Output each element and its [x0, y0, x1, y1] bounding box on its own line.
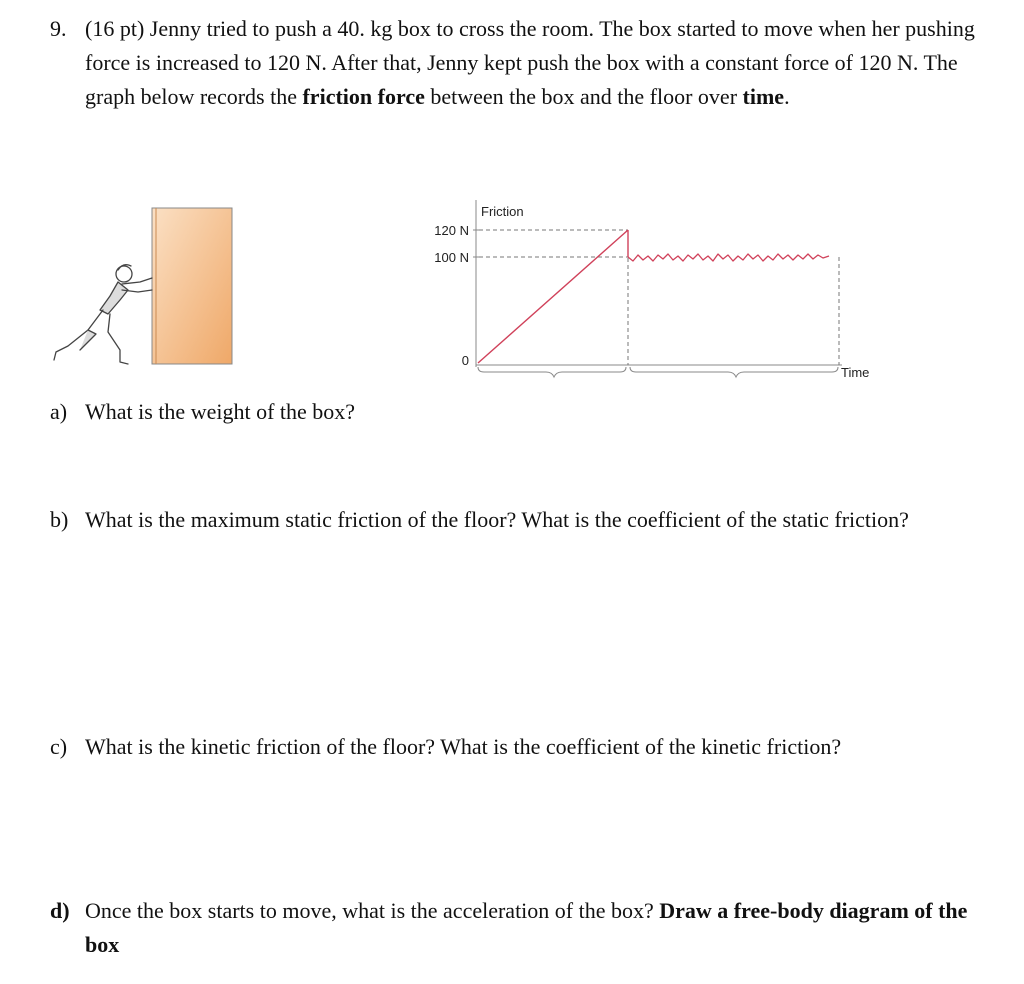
box-shape	[152, 208, 232, 364]
part-d	[50, 894, 980, 962]
part-a-text: What is the weight of the box?	[85, 399, 356, 424]
question-number: 9.	[50, 16, 67, 41]
part-c	[50, 730, 980, 764]
tick-label-0: 0	[461, 353, 469, 368]
part-b-label: b)	[50, 507, 69, 532]
part-a-label: a)	[50, 399, 68, 424]
part-d-label: d)	[50, 898, 70, 923]
stem-bold-time: time	[742, 84, 785, 109]
part-c-text: What is the kinetic friction of the floor? What is the coefficient of the kinetic friction?	[85, 734, 842, 759]
brace-static	[478, 367, 626, 377]
part-d-body	[85, 894, 980, 962]
stem-text-3: .	[784, 84, 790, 109]
part-b	[50, 503, 980, 537]
stem-text-1: Jenny tried to push a 40. kg box to cross the room. The box started to move when her pushing force is increased to 120 N. After that, Jenny kept push the box with a constant force of 120 N. The graph below records the	[85, 16, 975, 109]
stem-text-2: between the box and the floor over	[424, 84, 743, 109]
tick-label-100: 100 N	[434, 250, 469, 265]
question-points: (16 pt)	[85, 16, 145, 41]
question-9	[50, 12, 1005, 114]
part-c-label: c)	[50, 734, 68, 759]
kinetic-friction-line	[628, 254, 829, 261]
friction-time-graph	[420, 195, 870, 385]
pushing-illustration	[48, 200, 248, 370]
axis-label-friction: Friction	[481, 204, 524, 219]
person-figure	[54, 265, 152, 364]
question-stem	[85, 12, 1005, 114]
part-b-text: What is the maximum static friction of the floor? What is the coefficient of the static friction?	[85, 507, 909, 532]
static-friction-line	[478, 230, 628, 363]
tick-label-120: 120 N	[434, 223, 469, 238]
brace-kinetic	[630, 367, 838, 377]
stem-bold-friction: friction force	[302, 84, 425, 109]
part-d-bold: Draw a free-body diagram of the box	[85, 898, 968, 957]
axis-label-time: Time	[841, 365, 870, 380]
part-a	[50, 395, 980, 429]
part-d-text: Once the box starts to move, what is the acceleration of the box?	[85, 898, 660, 923]
